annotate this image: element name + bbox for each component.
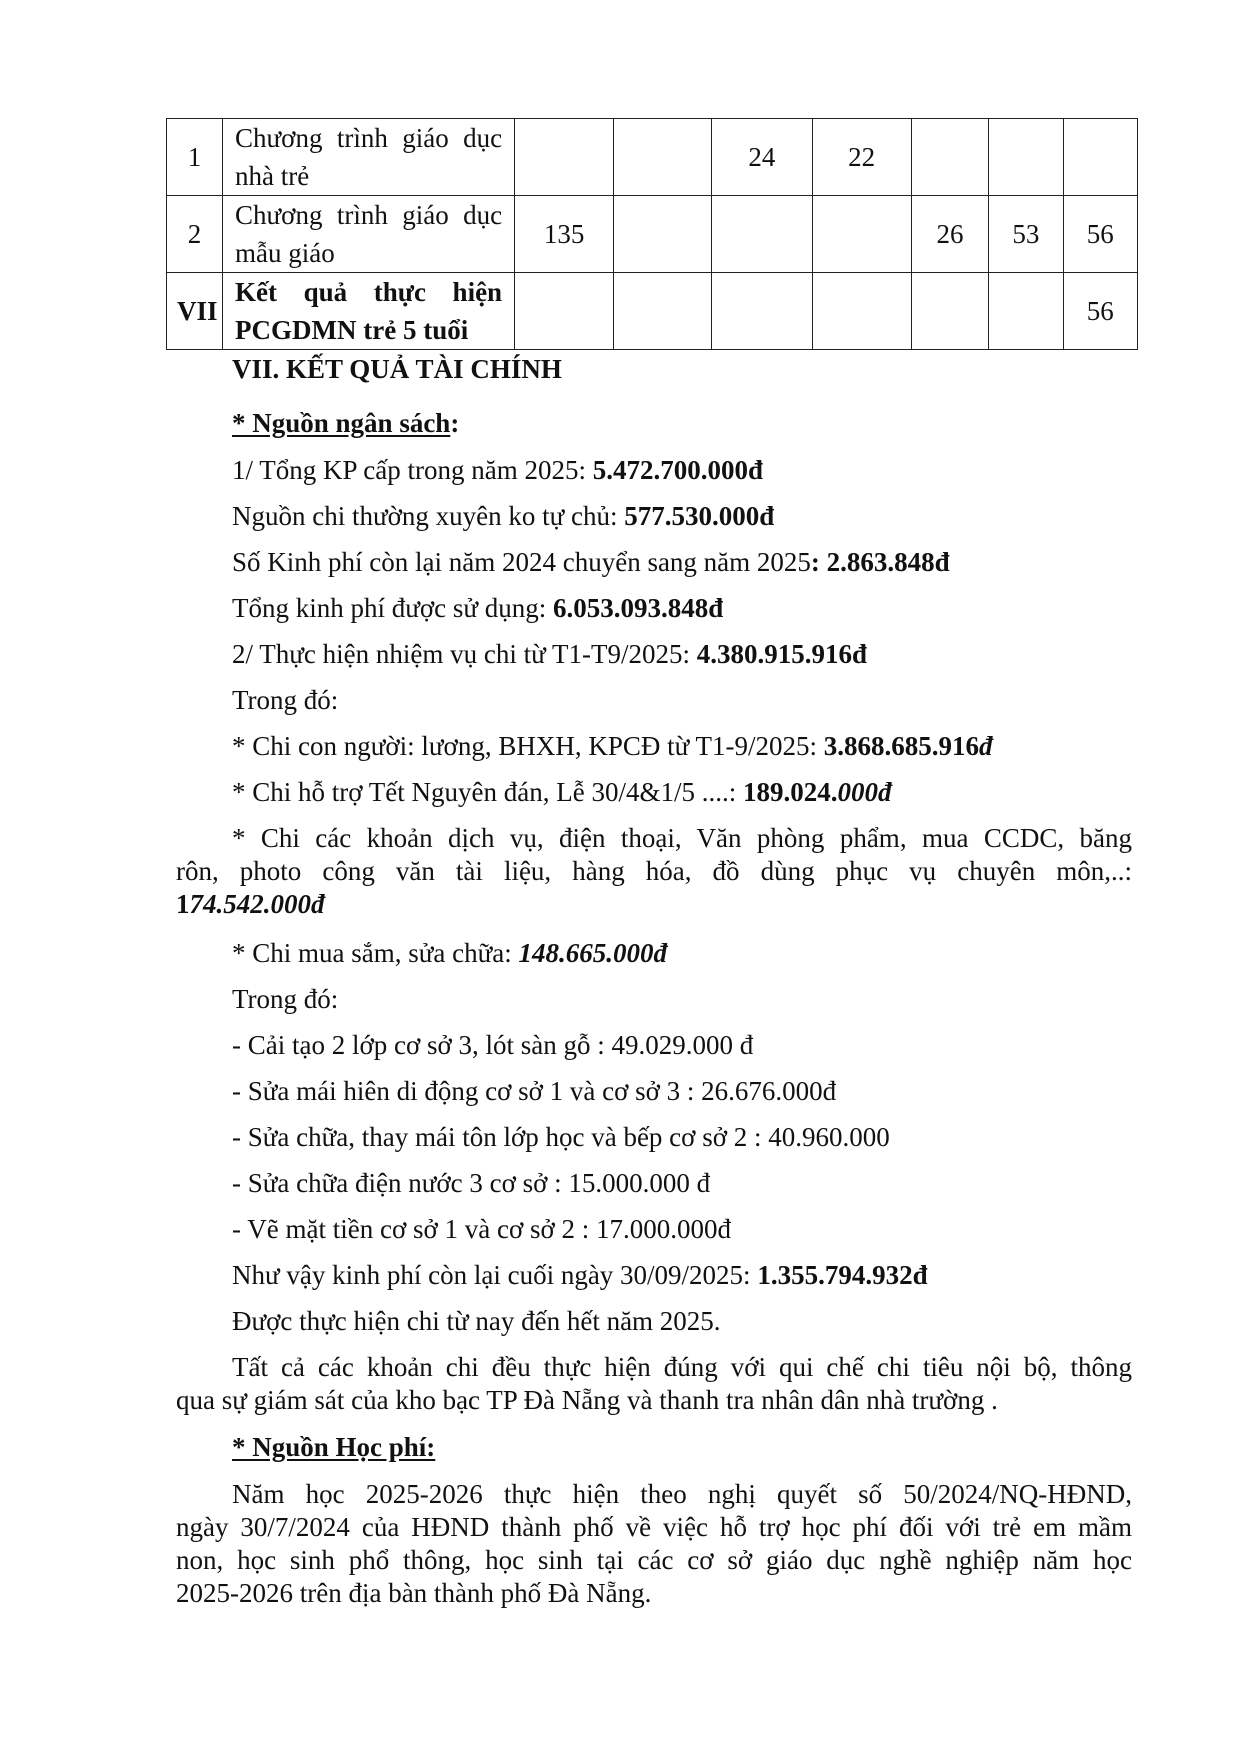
row-number: VII bbox=[167, 273, 223, 350]
budget-regular-expenses: Nguồn chi thường xuyên ko tự chủ: 577.530.000đ bbox=[232, 501, 775, 531]
row-name: Kết quả thực hiện PCGDMN trẻ 5 tuổi bbox=[223, 273, 515, 350]
table-cell bbox=[712, 196, 812, 273]
table-cell bbox=[989, 119, 1063, 196]
budget-in-which: Trong đó: bbox=[232, 685, 339, 715]
table-cell bbox=[712, 273, 812, 350]
budget-carry-over: Số Kinh phí còn lại năm 2024 chuyển sang năm 2025: 2.863.848đ bbox=[232, 547, 950, 577]
tuition-heading: * Nguồn Học phí: bbox=[232, 1432, 436, 1462]
table-cell: 56 bbox=[1063, 273, 1137, 350]
row-number: 2 bbox=[167, 196, 223, 273]
budget-in-which-2: Trong đó: bbox=[232, 984, 339, 1014]
table-cell bbox=[515, 119, 614, 196]
tuition-paragraph-line2: ngày 30/7/2024 của HĐND thành phố về việc hỗ trợ học phí đối với trẻ em mầm bbox=[176, 1512, 1132, 1542]
budget-purchase-repair: * Chi mua sắm, sửa chữa: 148.665.000đ bbox=[232, 938, 667, 968]
table-cell: 26 bbox=[911, 196, 989, 273]
table-row bbox=[167, 273, 1138, 350]
repair-item: - Vẽ mặt tiền cơ sở 1 và cơ sở 2 : 17.000.000đ bbox=[232, 1214, 732, 1244]
budget-total-allocated: 1/ Tổng KP cấp trong năm 2025: 5.472.700.000đ bbox=[232, 455, 763, 485]
budget-compliance-line1: Tất cả các khoản chi đều thực hiện đúng với qui chế chi tiêu nội bộ, thông bbox=[232, 1352, 1132, 1382]
table-cell: 22 bbox=[812, 119, 911, 196]
budget-remaining: Như vậy kinh phí còn lại cuối ngày 30/09/2025: 1.355.794.932đ bbox=[232, 1260, 928, 1290]
budget-services-line2: rôn, photo công văn tài liệu, hàng hóa, đồ dùng phục vụ chuyên môn,..: bbox=[176, 856, 1132, 886]
row-number: 1 bbox=[167, 119, 223, 196]
budget-total-usable: Tổng kinh phí được sử dụng: 6.053.093.848đ bbox=[232, 593, 724, 623]
budget-holiday-support: * Chi hỗ trợ Tết Nguyên đán, Lễ 30/4&1/5 ....: 189.024.000đ bbox=[232, 777, 892, 807]
table-cell bbox=[1063, 119, 1137, 196]
table-cell bbox=[911, 119, 989, 196]
tuition-paragraph-line1: Năm học 2025-2026 thực hiện theo nghị quyết số 50/2024/NQ-HĐND, bbox=[232, 1479, 1132, 1509]
repair-item: - Sửa mái hiên di động cơ sở 1 và cơ sở 3 : 26.676.000đ bbox=[232, 1076, 837, 1106]
budget-services-value: 174.542.000đ bbox=[176, 889, 325, 919]
table-cell bbox=[515, 273, 614, 350]
budget-compliance-line2: qua sự giám sát của kho bạc TP Đà Nẵng và thanh tra nhân dân nhà trường . bbox=[176, 1385, 998, 1415]
table-cell bbox=[911, 273, 989, 350]
table-row bbox=[167, 119, 1138, 196]
table-cell bbox=[614, 119, 712, 196]
table-cell: 56 bbox=[1063, 196, 1137, 273]
table-cell: 24 bbox=[712, 119, 812, 196]
tuition-paragraph-line3: non, học sinh phổ thông, học sinh tại các cơ sở giáo dục nghề nghiệp năm học bbox=[176, 1545, 1132, 1575]
row-name: Chương trình giáo dục nhà trẻ bbox=[223, 119, 515, 196]
repair-item: - Sửa chữa, thay mái tôn lớp học và bếp cơ sở 2 : 40.960.000 bbox=[232, 1122, 890, 1152]
repair-item: - Sửa chữa điện nước 3 cơ sở : 15.000.000 đ bbox=[232, 1168, 711, 1198]
table-cell: 53 bbox=[989, 196, 1063, 273]
section-title: VII. KẾT QUẢ TÀI CHÍNH bbox=[232, 354, 562, 384]
table-cell: 135 bbox=[515, 196, 614, 273]
budget-heading: * Nguồn ngân sách: bbox=[232, 408, 460, 438]
table-cell bbox=[812, 196, 911, 273]
row-name: Chương trình giáo dục mẫu giáo bbox=[223, 196, 515, 273]
table-cell bbox=[989, 273, 1063, 350]
budget-services-line1: * Chi các khoản dịch vụ, điện thoại, Văn phòng phẩm, mua CCDC, băng bbox=[232, 823, 1132, 853]
budget-remaining-note: Được thực hiện chi từ nay đến hết năm 2025. bbox=[232, 1306, 721, 1336]
budget-spent: 2/ Thực hiện nhiệm vụ chi từ T1-T9/2025: 4.380.915.916đ bbox=[232, 639, 867, 669]
table-cell bbox=[614, 196, 712, 273]
table-cell bbox=[614, 273, 712, 350]
statistics-table bbox=[166, 118, 1138, 350]
tuition-paragraph-line4: 2025-2026 trên địa bàn thành phố Đà Nẵng. bbox=[176, 1578, 652, 1608]
table-cell bbox=[812, 273, 911, 350]
budget-staff-costs: * Chi con người: lương, BHXH, KPCĐ từ T1-9/2025: 3.868.685.916đ bbox=[232, 731, 993, 761]
repair-item: - Cải tạo 2 lớp cơ sở 3, lót sàn gỗ : 49.029.000 đ bbox=[232, 1030, 754, 1060]
table-row bbox=[167, 196, 1138, 273]
